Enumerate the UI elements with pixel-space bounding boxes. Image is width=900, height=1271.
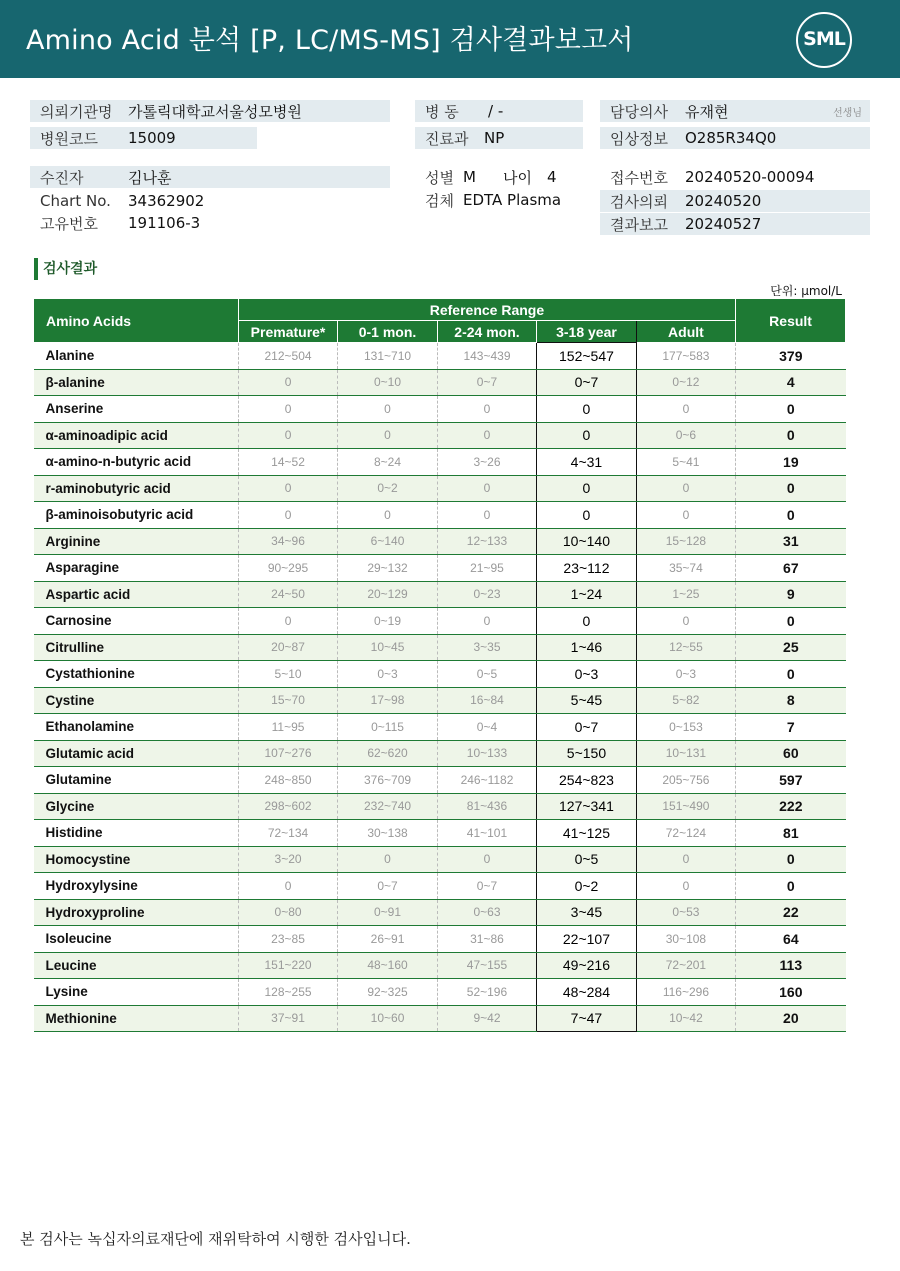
reference-range-cell: 9~42 — [437, 1005, 536, 1032]
reference-range-cell: 0 — [437, 475, 536, 502]
clinical-label: 임상정보 — [610, 129, 668, 148]
report-date-row — [600, 213, 870, 235]
col-header-range: 2-24 mon. — [437, 321, 536, 343]
result-value: 25 — [736, 634, 846, 661]
reference-range-cell: 26~91 — [338, 926, 437, 953]
request-label: 검사의뢰 — [610, 192, 668, 211]
patient-value: 김나훈 — [128, 168, 172, 187]
reference-range-cell: 127~341 — [537, 793, 636, 820]
reference-range-cell: 246~1182 — [437, 767, 536, 794]
result-value: 0 — [736, 422, 846, 449]
reference-range-cell: 0 — [437, 846, 536, 873]
receipt-row — [600, 166, 870, 188]
doctor-value: 유재현 — [685, 102, 729, 121]
col-header-range: 0-1 mon. — [338, 321, 437, 343]
amino-acid-name: Glycine — [34, 793, 239, 820]
reference-range-cell: 20~87 — [238, 634, 338, 661]
table-row — [34, 581, 846, 608]
reference-range-cell: 47~155 — [437, 952, 536, 979]
reference-range-cell: 0 — [537, 396, 636, 423]
reference-range-cell: 10~42 — [636, 1005, 735, 1032]
table-row — [34, 687, 846, 714]
report-title: Amino Acid 분석 [P, LC/MS-MS] 검사결과보고서 — [26, 25, 634, 56]
unique-value: 191106-3 — [128, 214, 201, 232]
reference-range-cell: 3~20 — [238, 846, 338, 873]
reference-range-cell: 62~620 — [338, 740, 437, 767]
reference-range-cell: 10~140 — [537, 528, 636, 555]
reference-range-cell: 4~31 — [537, 449, 636, 476]
reference-range-cell: 205~756 — [636, 767, 735, 794]
reference-range-cell: 232~740 — [338, 793, 437, 820]
doctor-suffix: 선생님 — [833, 107, 862, 119]
table-row — [34, 979, 846, 1006]
reference-range-cell: 15~70 — [238, 687, 338, 714]
table-row — [34, 740, 846, 767]
col-header-range: Premature* — [238, 321, 338, 343]
table-row — [34, 422, 846, 449]
table-row — [34, 608, 846, 635]
reference-range-cell: 0~7 — [437, 873, 536, 900]
result-value: 19 — [736, 449, 846, 476]
specimen-label: 검체 — [425, 191, 454, 210]
result-value: 160 — [736, 979, 846, 1006]
reference-range-cell: 29~132 — [338, 555, 437, 582]
reference-range-cell: 37~91 — [238, 1005, 338, 1032]
reference-range-cell: 1~25 — [636, 581, 735, 608]
amino-acid-name: Asparagine — [34, 555, 239, 582]
reference-range-cell: 10~131 — [636, 740, 735, 767]
reference-range-cell: 48~160 — [338, 952, 437, 979]
reference-range-cell: 12~55 — [636, 634, 735, 661]
reference-range-cell: 152~547 — [537, 343, 636, 370]
result-value: 0 — [736, 846, 846, 873]
reference-range-cell: 151~220 — [238, 952, 338, 979]
reference-range-cell: 0 — [238, 396, 338, 423]
amino-acid-name: Citrulline — [34, 634, 239, 661]
col-header-range: 3-18 year — [537, 321, 636, 343]
reference-range-cell: 0~4 — [437, 714, 536, 741]
unit-label: 단위: μmol/L — [770, 284, 842, 298]
table-row — [34, 952, 846, 979]
reference-range-cell: 0~7 — [537, 714, 636, 741]
reference-range-cell: 7~47 — [537, 1005, 636, 1032]
amino-acid-name: Homocystine — [34, 846, 239, 873]
report-date-label: 결과보고 — [610, 215, 668, 234]
reference-range-cell: 128~255 — [238, 979, 338, 1006]
reference-range-cell: 0 — [338, 396, 437, 423]
reference-range-cell: 10~45 — [338, 634, 437, 661]
reference-range-cell: 24~50 — [238, 581, 338, 608]
amino-acid-name: Histidine — [34, 820, 239, 847]
sml-logo — [796, 12, 852, 68]
chart-row — [30, 190, 390, 212]
reference-range-cell: 116~296 — [636, 979, 735, 1006]
table-row — [34, 396, 846, 423]
reference-range-cell: 0~2 — [537, 873, 636, 900]
doctor-label: 담당의사 — [610, 102, 668, 121]
table-row — [34, 926, 846, 953]
reference-range-cell: 0 — [338, 422, 437, 449]
reference-range-cell: 298~602 — [238, 793, 338, 820]
reference-range-cell: 0 — [537, 608, 636, 635]
result-value: 0 — [736, 608, 846, 635]
reference-range-cell: 23~112 — [537, 555, 636, 582]
amino-acid-name: Cystathionine — [34, 661, 239, 688]
reference-range-cell: 0 — [238, 502, 338, 529]
age-value: 4 — [547, 168, 557, 186]
specimen-value: EDTA Plasma — [463, 191, 562, 209]
reference-range-cell: 3~45 — [537, 899, 636, 926]
reference-range-cell: 81~436 — [437, 793, 536, 820]
reference-range-cell: 131~710 — [338, 343, 437, 370]
table-row — [34, 661, 846, 688]
reference-range-cell: 72~124 — [636, 820, 735, 847]
chart-value: 34362902 — [128, 192, 205, 210]
sex-value: M — [463, 168, 476, 186]
results-body — [34, 343, 846, 1032]
amino-acid-name: α-aminoadipic acid — [34, 422, 239, 449]
reference-range-cell: 0 — [636, 502, 735, 529]
clinical-value: O285R34Q0 — [685, 129, 777, 147]
result-value: 60 — [736, 740, 846, 767]
amino-acid-name: Cystine — [34, 687, 239, 714]
footer-note: 본 검사는 녹십자의료재단에 재위탁하여 시행한 검사입니다. — [20, 1230, 411, 1248]
amino-acid-name: Isoleucine — [34, 926, 239, 953]
reference-range-cell: 177~583 — [636, 343, 735, 370]
result-value: 0 — [736, 873, 846, 900]
reference-range-cell: 0 — [537, 502, 636, 529]
amino-acid-name: Hydroxylysine — [34, 873, 239, 900]
reference-range-cell: 0~53 — [636, 899, 735, 926]
result-value: 9 — [736, 581, 846, 608]
col-header-amino: Amino Acids — [34, 299, 239, 343]
table-row — [34, 793, 846, 820]
amino-acid-name: r-aminobutyric acid — [34, 475, 239, 502]
result-value: 7 — [736, 714, 846, 741]
reference-range-cell: 0~10 — [338, 369, 437, 396]
reference-range-cell: 0~2 — [338, 475, 437, 502]
reference-range-cell: 41~101 — [437, 820, 536, 847]
reference-range-cell: 5~10 — [238, 661, 338, 688]
amino-acid-name: Lysine — [34, 979, 239, 1006]
reference-range-cell: 0~3 — [338, 661, 437, 688]
table-row — [34, 634, 846, 661]
receipt-label: 접수번호 — [610, 168, 668, 187]
table-row — [34, 820, 846, 847]
reference-range-cell: 6~140 — [338, 528, 437, 555]
reference-range-cell: 8~24 — [338, 449, 437, 476]
unique-row — [30, 212, 390, 234]
amino-acid-name: α-amino-n-butyric acid — [34, 449, 239, 476]
col-header-result: Result — [736, 299, 846, 343]
reference-range-cell: 0~80 — [238, 899, 338, 926]
result-value: 0 — [736, 502, 846, 529]
reference-range-cell: 15~128 — [636, 528, 735, 555]
table-row — [34, 873, 846, 900]
amino-acid-name: Hydroxyproline — [34, 899, 239, 926]
reference-range-cell: 1~24 — [537, 581, 636, 608]
reference-range-cell: 0~23 — [437, 581, 536, 608]
reference-range-cell: 48~284 — [537, 979, 636, 1006]
col-header-range: Adult — [636, 321, 735, 343]
institution-value: 가톨릭대학교서울성모병원 — [128, 102, 302, 121]
clinical-row — [600, 127, 870, 149]
amino-acid-name: β-aminoisobutyric acid — [34, 502, 239, 529]
reference-range-cell: 0~115 — [338, 714, 437, 741]
reference-range-cell: 5~41 — [636, 449, 735, 476]
receipt-value: 20240520-00094 — [685, 168, 815, 186]
reference-range-cell: 17~98 — [338, 687, 437, 714]
reference-range-cell: 0 — [636, 846, 735, 873]
unique-label: 고유번호 — [40, 214, 98, 233]
reference-range-cell: 52~196 — [437, 979, 536, 1006]
result-value: 597 — [736, 767, 846, 794]
ward-label: 병 동 — [425, 102, 459, 121]
reference-range-cell: 35~74 — [636, 555, 735, 582]
reference-range-cell: 0~3 — [636, 661, 735, 688]
reference-range-cell: 0 — [437, 422, 536, 449]
reference-range-cell: 0 — [338, 846, 437, 873]
reference-range-cell: 151~490 — [636, 793, 735, 820]
reference-range-cell: 22~107 — [537, 926, 636, 953]
result-value: 113 — [736, 952, 846, 979]
reference-range-cell: 49~216 — [537, 952, 636, 979]
result-value: 67 — [736, 555, 846, 582]
report-header — [0, 0, 900, 78]
reference-range-cell: 3~26 — [437, 449, 536, 476]
result-value: 20 — [736, 1005, 846, 1032]
result-value: 4 — [736, 369, 846, 396]
hospital-code-value: 15009 — [128, 129, 176, 147]
table-row — [34, 714, 846, 741]
reference-range-cell: 248~850 — [238, 767, 338, 794]
reference-range-cell: 16~84 — [437, 687, 536, 714]
reference-range-cell: 23~85 — [238, 926, 338, 953]
reference-range-cell: 0~5 — [537, 846, 636, 873]
patient-row — [30, 166, 390, 188]
reference-range-cell: 0~6 — [636, 422, 735, 449]
result-value: 0 — [736, 475, 846, 502]
amino-acid-name: Glutamic acid — [34, 740, 239, 767]
sex-age-row — [415, 166, 590, 188]
table-row — [34, 1005, 846, 1032]
table-row — [34, 343, 846, 370]
reference-range-cell: 0 — [238, 369, 338, 396]
sex-label: 성별 — [425, 168, 454, 187]
ward-row — [415, 100, 583, 122]
reference-range-cell: 92~325 — [338, 979, 437, 1006]
result-value: 0 — [736, 396, 846, 423]
reference-range-cell: 0~7 — [437, 369, 536, 396]
reference-range-cell: 0~5 — [437, 661, 536, 688]
section-title: 검사결과 — [34, 258, 97, 280]
reference-range-cell: 0~12 — [636, 369, 735, 396]
result-value: 31 — [736, 528, 846, 555]
reference-range-cell: 0 — [238, 475, 338, 502]
reference-range-cell: 0 — [636, 475, 735, 502]
reference-range-cell: 0~19 — [338, 608, 437, 635]
institution-label: 의뢰기관명 — [40, 102, 113, 121]
result-value: 22 — [736, 899, 846, 926]
table-row — [34, 899, 846, 926]
result-value: 8 — [736, 687, 846, 714]
table-row — [34, 475, 846, 502]
reference-range-cell: 30~108 — [636, 926, 735, 953]
patient-label: 수진자 — [40, 168, 84, 187]
amino-acid-name: Methionine — [34, 1005, 239, 1032]
amino-acid-name: Ethanolamine — [34, 714, 239, 741]
reference-range-cell: 5~82 — [636, 687, 735, 714]
result-value: 0 — [736, 661, 846, 688]
reference-range-cell: 14~52 — [238, 449, 338, 476]
amino-acid-name: β-alanine — [34, 369, 239, 396]
reference-range-cell: 0~3 — [537, 661, 636, 688]
reference-range-cell: 0~153 — [636, 714, 735, 741]
reference-range-cell: 72~134 — [238, 820, 338, 847]
hospital-code-row — [30, 127, 257, 149]
reference-range-cell: 3~35 — [437, 634, 536, 661]
col-header-reference: Reference Range — [238, 299, 735, 321]
reference-range-cell: 107~276 — [238, 740, 338, 767]
reference-range-cell: 10~133 — [437, 740, 536, 767]
request-row — [600, 190, 870, 212]
reference-range-cell: 0 — [636, 396, 735, 423]
reference-range-cell: 1~46 — [537, 634, 636, 661]
amino-acid-name: Glutamine — [34, 767, 239, 794]
amino-acid-name: Carnosine — [34, 608, 239, 635]
report-date-value: 20240527 — [685, 215, 762, 233]
reference-range-cell: 143~439 — [437, 343, 536, 370]
result-value: 379 — [736, 343, 846, 370]
chart-label: Chart No. — [40, 192, 111, 210]
reference-range-cell: 0~63 — [437, 899, 536, 926]
institution-row — [30, 100, 390, 122]
reference-range-cell: 21~95 — [437, 555, 536, 582]
reference-range-cell: 34~96 — [238, 528, 338, 555]
table-row — [34, 502, 846, 529]
results-table — [33, 298, 846, 1032]
reference-range-cell: 0 — [437, 396, 536, 423]
reference-range-cell: 5~150 — [537, 740, 636, 767]
amino-acid-name: Arginine — [34, 528, 239, 555]
dept-label: 진료과 — [425, 129, 469, 148]
amino-acid-name: Aspartic acid — [34, 581, 239, 608]
reference-range-cell: 0 — [437, 502, 536, 529]
reference-range-cell: 0~7 — [537, 369, 636, 396]
reference-range-cell: 212~504 — [238, 343, 338, 370]
dept-value: NP — [484, 129, 505, 147]
reference-range-cell: 10~60 — [338, 1005, 437, 1032]
reference-range-cell: 0 — [238, 608, 338, 635]
reference-range-cell: 11~95 — [238, 714, 338, 741]
ward-value: / - — [488, 102, 504, 120]
table-row — [34, 767, 846, 794]
reference-range-cell: 0 — [636, 873, 735, 900]
amino-acid-name: Leucine — [34, 952, 239, 979]
request-value: 20240520 — [685, 192, 762, 210]
reference-range-cell: 0 — [636, 608, 735, 635]
reference-range-cell: 0 — [537, 475, 636, 502]
logo-text: SML — [803, 28, 845, 50]
table-row — [34, 528, 846, 555]
result-value: 81 — [736, 820, 846, 847]
reference-range-cell: 0~7 — [338, 873, 437, 900]
reference-range-cell: 0 — [537, 422, 636, 449]
reference-range-cell: 5~45 — [537, 687, 636, 714]
table-row — [34, 369, 846, 396]
amino-acid-name: Anserine — [34, 396, 239, 423]
reference-range-cell: 376~709 — [338, 767, 437, 794]
result-value: 64 — [736, 926, 846, 953]
reference-range-cell: 254~823 — [537, 767, 636, 794]
reference-range-cell: 72~201 — [636, 952, 735, 979]
reference-range-cell: 0 — [238, 422, 338, 449]
reference-range-cell: 31~86 — [437, 926, 536, 953]
reference-range-cell: 41~125 — [537, 820, 636, 847]
doctor-row — [600, 100, 870, 122]
reference-range-cell: 0~91 — [338, 899, 437, 926]
reference-range-cell: 0 — [437, 608, 536, 635]
reference-range-cell: 20~129 — [338, 581, 437, 608]
table-row — [34, 449, 846, 476]
reference-range-cell: 0 — [338, 502, 437, 529]
reference-range-cell: 30~138 — [338, 820, 437, 847]
age-label: 나이 — [503, 168, 532, 187]
specimen-row — [415, 189, 590, 211]
hospital-code-label: 병원코드 — [40, 129, 98, 148]
reference-range-cell: 12~133 — [437, 528, 536, 555]
table-row — [34, 555, 846, 582]
result-value: 222 — [736, 793, 846, 820]
amino-acid-name: Alanine — [34, 343, 239, 370]
dept-row — [415, 127, 583, 149]
reference-range-cell: 90~295 — [238, 555, 338, 582]
table-row — [34, 846, 846, 873]
reference-range-cell: 0 — [238, 873, 338, 900]
